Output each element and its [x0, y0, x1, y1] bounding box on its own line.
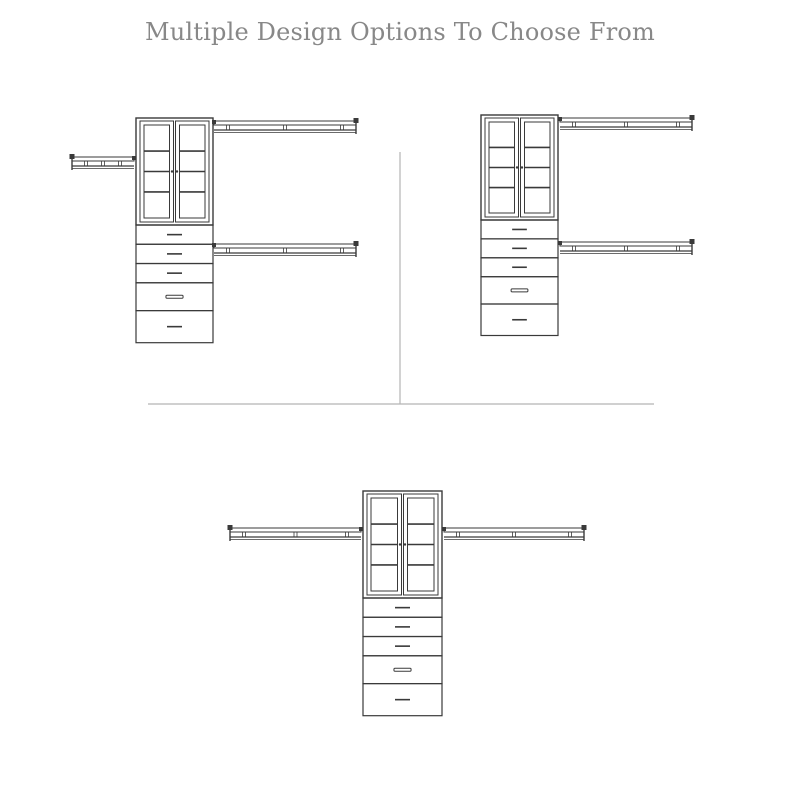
drawer	[363, 637, 442, 656]
wall-bracket	[359, 527, 363, 531]
shelf-board	[214, 121, 356, 125]
drawer	[481, 277, 558, 304]
tower-unit	[363, 491, 442, 716]
end-bracket	[690, 115, 695, 120]
rod-bracket-clip	[625, 122, 628, 127]
end-bracket	[690, 239, 695, 244]
shelf-board	[560, 118, 692, 122]
left-glass-door	[367, 494, 402, 595]
shelf-board	[214, 244, 356, 248]
drawer	[363, 656, 442, 684]
shelf-right-upper	[212, 118, 359, 134]
shelf-right-lower	[212, 241, 359, 257]
wall-bracket	[558, 117, 562, 121]
shelf-right-lower	[558, 239, 695, 255]
drawer	[136, 264, 213, 283]
shelf-left-upper	[70, 154, 137, 170]
left-glass-door	[140, 121, 174, 222]
rod-bracket-clip	[119, 161, 122, 166]
drawer	[481, 239, 558, 258]
wall-bracket	[212, 243, 216, 247]
rod-bracket-clip	[284, 248, 287, 253]
rod-bracket-clip	[346, 532, 349, 537]
end-bracket	[70, 154, 75, 159]
drawer	[363, 598, 442, 617]
design-option-1	[70, 118, 359, 343]
drawer	[363, 617, 442, 636]
door-knob	[176, 170, 178, 172]
drawer	[481, 220, 558, 239]
drawer-front	[136, 283, 213, 311]
rod-bracket-clip	[573, 122, 576, 127]
drawer-handle	[166, 295, 183, 298]
door-knob	[404, 543, 406, 545]
rod-bracket-clip	[85, 161, 88, 166]
shelf-board	[230, 528, 361, 532]
shelf-right-upper	[558, 115, 695, 131]
rod-bracket-clip	[569, 532, 572, 537]
drawer-front	[363, 656, 442, 684]
design-option-2	[481, 115, 695, 336]
end-bracket	[228, 525, 233, 530]
rod-bracket-clip	[677, 122, 680, 127]
rod-bracket-clip	[457, 532, 460, 537]
rod-bracket-clip	[625, 246, 628, 251]
rod-bracket-clip	[102, 161, 105, 166]
shelf-left-upper	[228, 525, 364, 541]
left-glass-door	[485, 118, 519, 217]
shelf-board	[560, 242, 692, 246]
rod-bracket-clip	[677, 246, 680, 251]
rod-bracket-clip	[513, 532, 516, 537]
wall-bracket	[558, 241, 562, 245]
tower-unit	[136, 118, 213, 343]
drawer	[363, 684, 442, 716]
right-glass-door	[521, 118, 555, 217]
drawer	[481, 258, 558, 277]
door-knob	[399, 543, 401, 545]
end-bracket	[582, 525, 587, 530]
drawer	[136, 311, 213, 343]
drawer-front	[481, 277, 558, 304]
right-glass-door	[404, 494, 439, 595]
tower-unit	[481, 115, 558, 336]
rod-bracket-clip	[284, 125, 287, 130]
shelf-board	[72, 157, 134, 161]
wall-bracket	[442, 527, 446, 531]
rod-bracket-clip	[227, 248, 230, 253]
end-bracket	[354, 118, 359, 123]
drawer-handle	[511, 289, 528, 292]
wall-bracket	[212, 120, 216, 124]
right-glass-door	[176, 121, 210, 222]
rod-bracket-clip	[243, 532, 246, 537]
wall-bracket	[132, 156, 136, 160]
shelf-board	[444, 528, 584, 532]
rod-bracket-clip	[341, 125, 344, 130]
door-knob	[171, 170, 173, 172]
door-knob	[516, 166, 518, 168]
drawer	[481, 304, 558, 336]
drawer	[136, 225, 213, 244]
rod-bracket-clip	[341, 248, 344, 253]
design-option-3	[228, 491, 587, 716]
drawer	[136, 283, 213, 311]
drawer	[136, 244, 213, 263]
door-knob	[521, 166, 523, 168]
rod-bracket-clip	[227, 125, 230, 130]
end-bracket	[354, 241, 359, 246]
shelf-right-upper	[442, 525, 587, 541]
drawer-handle	[394, 668, 411, 671]
rod-bracket-clip	[294, 532, 297, 537]
rod-bracket-clip	[573, 246, 576, 251]
page-title: Multiple Design Options To Choose From	[144, 18, 656, 46]
